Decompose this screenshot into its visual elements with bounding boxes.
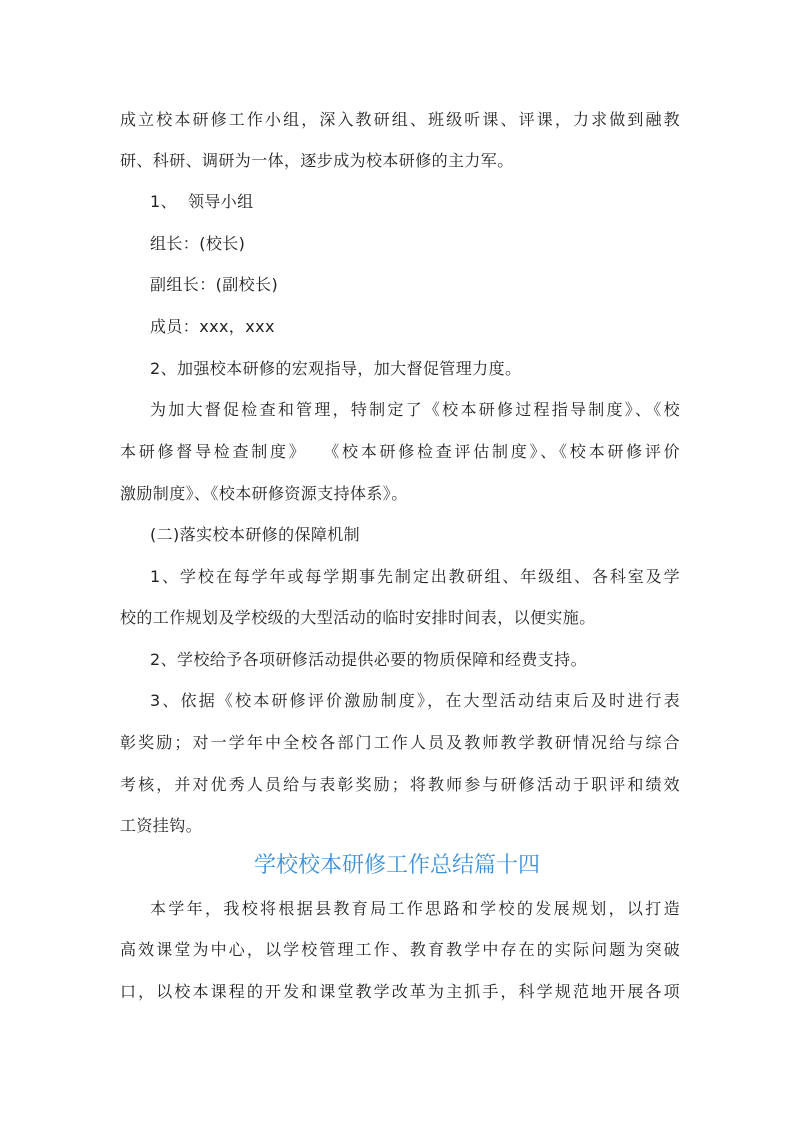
list-item-incentive: 3、依据《校本研修评价激励制度》，在大型活动结束后及时进行表 — [150, 691, 680, 710]
body-line: 考核，并对优秀人员给与表彰奖励；将教师参与研修活动于职评和绩效 — [120, 775, 680, 794]
body-line: 口，以校本课程的开发和课堂教学改革为主抓手，科学规范地开展各项 — [120, 982, 680, 1001]
deputy-leader-line: 副组长：(副校长) — [150, 275, 279, 294]
members-line: 成员：xxx，xxx — [150, 317, 275, 336]
body-line: 工资挂钩。 — [120, 816, 203, 835]
section-heading: 学校校本研修工作总结篇十四 — [253, 853, 540, 878]
body-line: 本学年，我校将根据县教育局工作思路和学校的发展规划，以打造 — [150, 899, 680, 918]
body-line: 本研修督导检查制度》 《校本研修检查评估制度》、《校本研修评价 — [120, 442, 680, 461]
group-leader-line: 组长：(校长) — [150, 234, 246, 253]
body-line: 高效课堂为中心，以学校管理工作、教育教学中存在的实际问题为突破 — [120, 940, 680, 959]
section-subtitle: (二)落实校本研修的保障机制 — [150, 525, 361, 544]
list-item-planning: 1、学校在每学年或每学期事先制定出教研组、年级组、各科室及学 — [150, 567, 680, 586]
body-line: 校的工作规划及学校级的大型活动的临时安排时间表，以便实施。 — [120, 608, 596, 627]
list-item-support: 2、学校给予各项研修活动提供必要的物质保障和经费支持。 — [150, 650, 587, 669]
list-item-leadership-group: 1、 领导小组 — [150, 192, 254, 211]
body-line: 激励制度》、《校本研修资源支持体系》。 — [120, 484, 408, 503]
body-line: 彰奖励；对一学年中全校各部门工作人员及教师教学教研情况给与综合 — [120, 733, 680, 752]
list-item-guidance: 2、加强校本研修的宏观指导，加大督促管理力度。 — [150, 359, 522, 378]
body-line: 为加大督促检查和管理，特制定了《校本研修过程指导制度》、《校 — [150, 400, 680, 419]
body-line: 成立校本研修工作小组，深入教研组、班级听课、评课，力求做到融教 — [120, 110, 680, 129]
body-line: 研、科研、调研为一体，逐步成为校本研修的主力军。 — [120, 151, 514, 170]
